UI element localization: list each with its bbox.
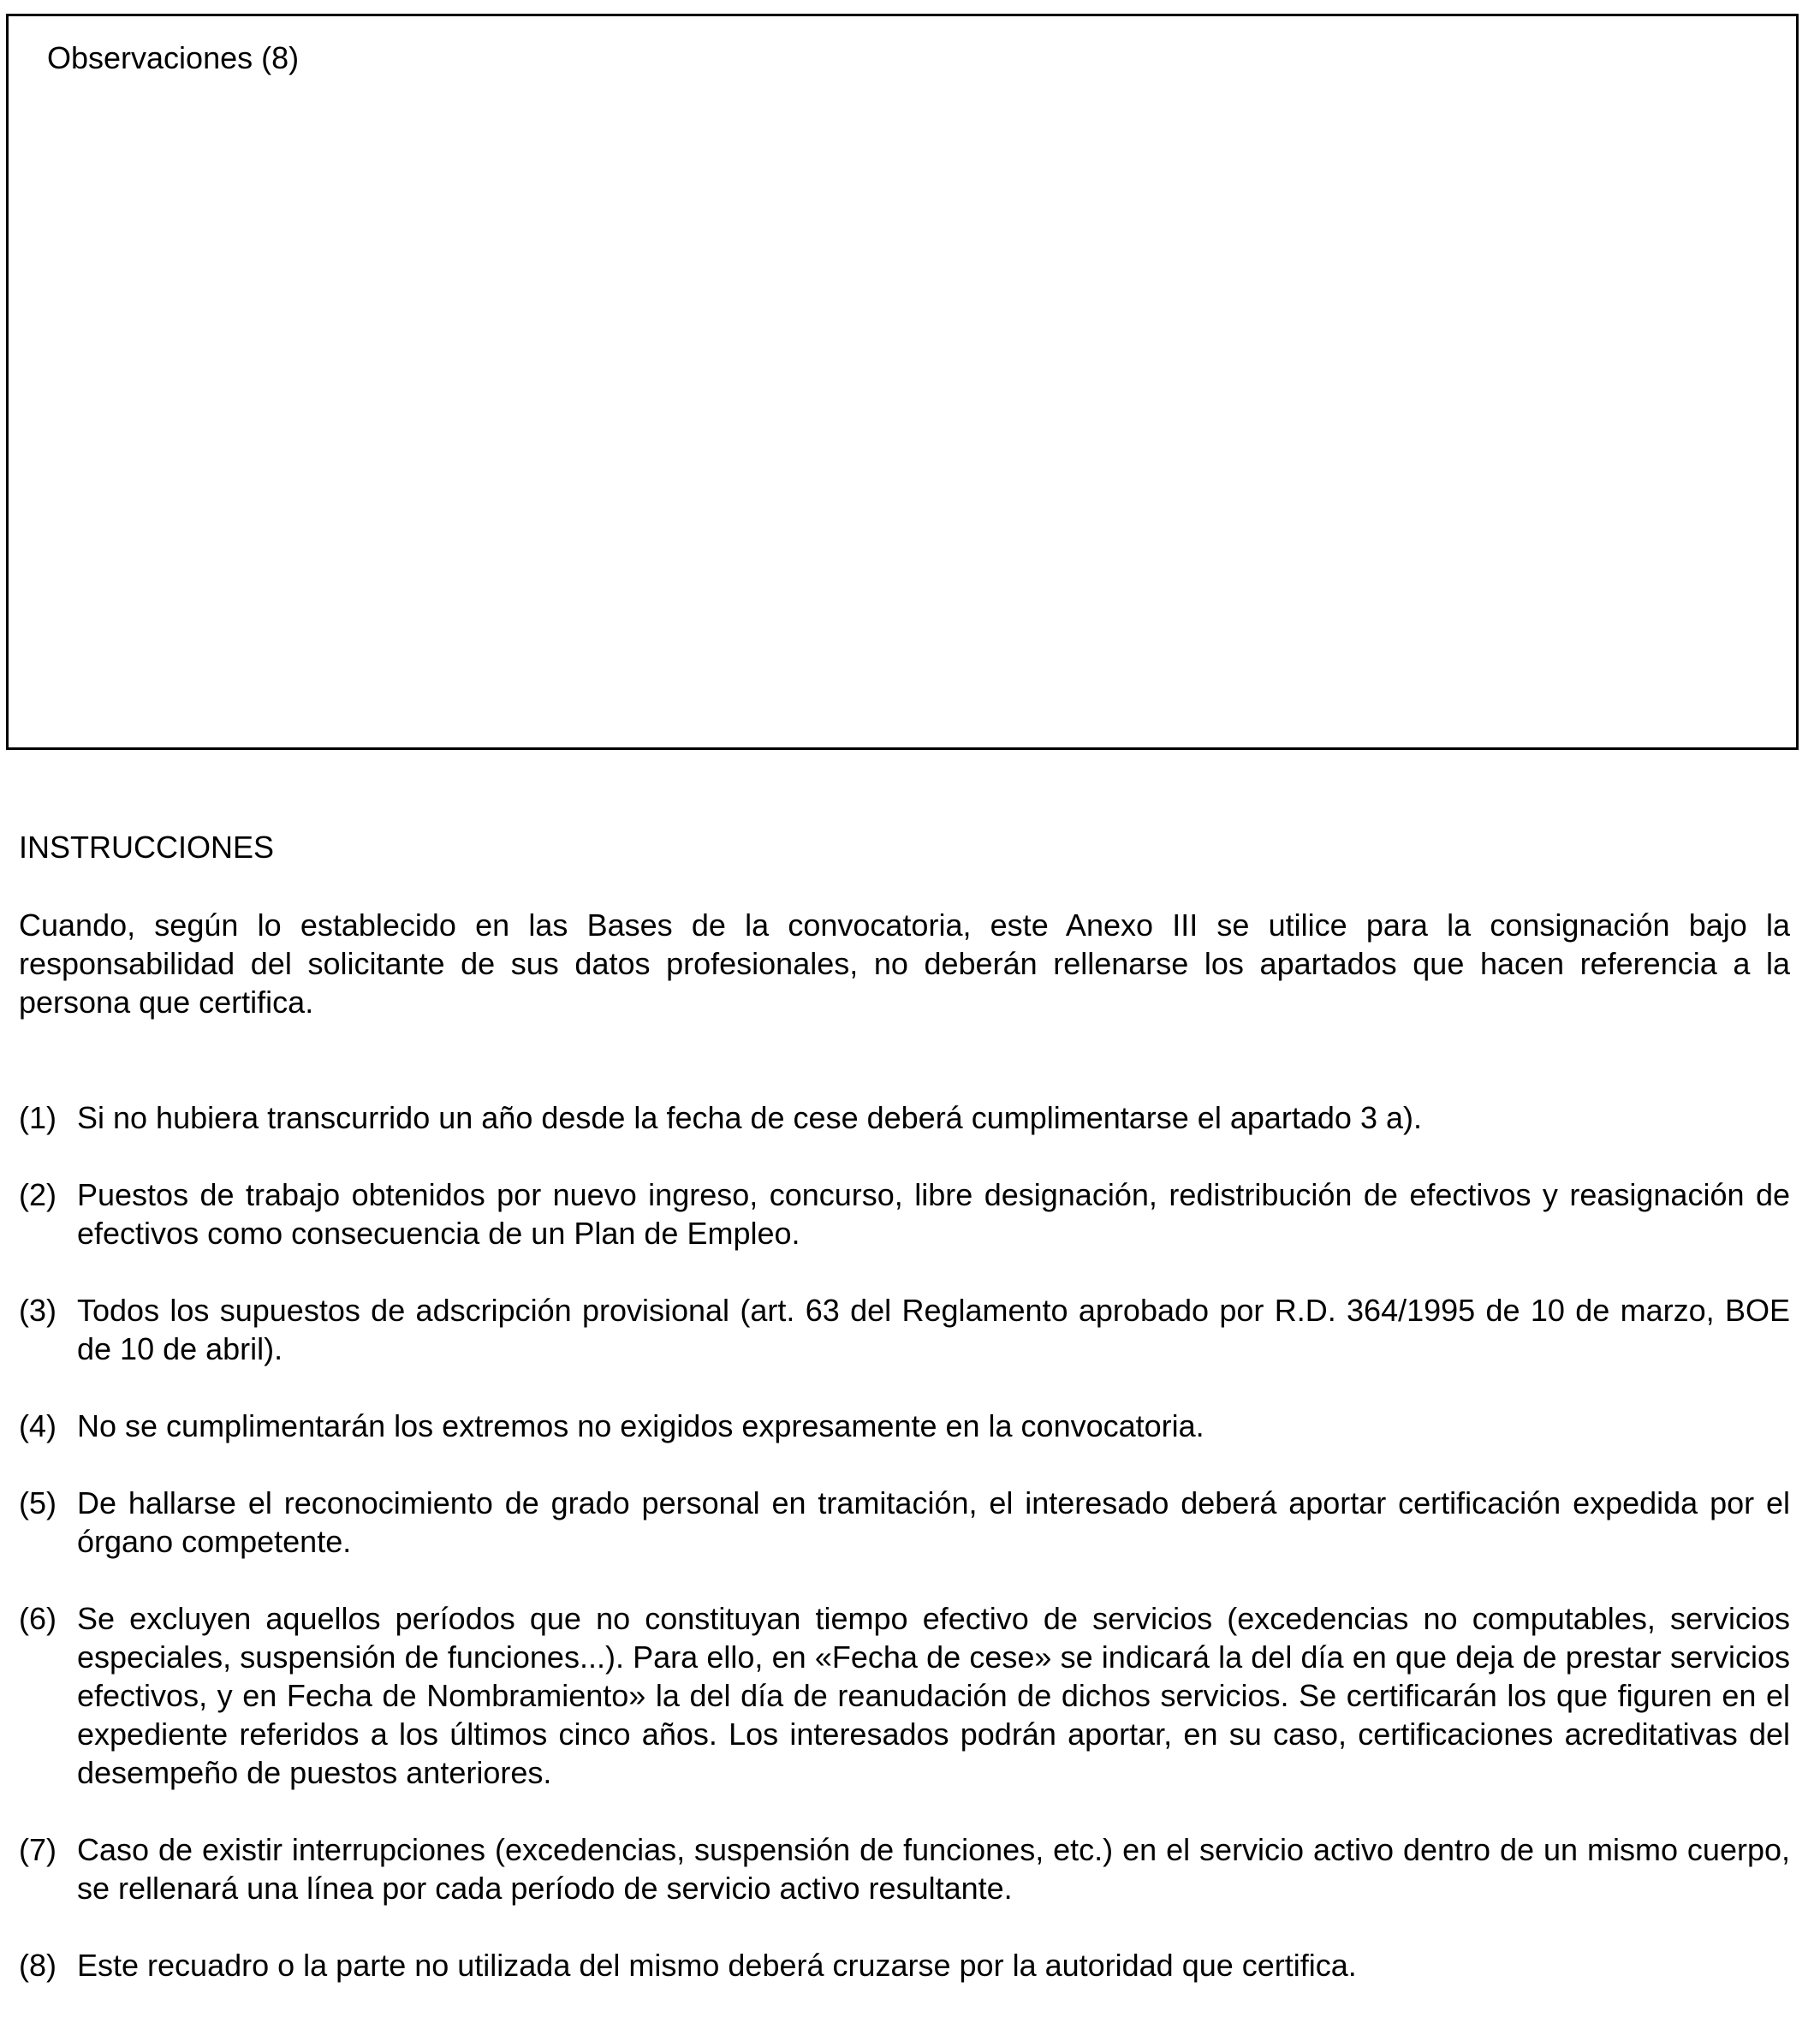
note-item — [19, 1175, 1790, 1252]
instructions-intro: Cuando, según lo establecido en las Bases de la convocatoria, este Anexo III se utilice para la consignación bajo la responsabilidad del solicitante de sus datos profesionales, no deberán rellenarse los apartados que hacen referencia a la persona que certifica. — [19, 907, 1790, 1020]
note-item — [19, 1599, 1790, 1792]
note-item — [19, 1484, 1790, 1561]
note-item — [19, 1098, 1790, 1137]
note-number: (8) — [19, 1948, 57, 1983]
note-item — [19, 1946, 1790, 1984]
instructions-notes-list — [19, 1098, 1790, 2023]
note-text: No se cumplimentarán los extremos no exigidos expresamente en la convocatoria. — [77, 1408, 1204, 1443]
note-number: (6) — [19, 1601, 57, 1636]
note-number: (5) — [19, 1485, 57, 1520]
note-number: (2) — [19, 1177, 57, 1212]
note-item — [19, 1830, 1790, 1907]
note-text: Todos los supuestos de adscripción provisional (art. 63 del Reglamento aprobado por R.D. 364/1995 de 10 de marzo, BOE de 10 de abril). — [77, 1293, 1790, 1366]
note-number: (7) — [19, 1832, 57, 1867]
note-item — [19, 1407, 1790, 1445]
note-text: Caso de existir interrupciones (excedencias, suspensión de funciones, etc.) en el servicio activo dentro de un mismo cuerpo, se rellenará una línea por cada período de servicio activo resultante. — [77, 1832, 1790, 1906]
note-text: Este recuadro o la parte no utilizada del mismo deberá cruzarse por la autoridad que certifica. — [77, 1948, 1357, 1983]
observations-box — [6, 14, 1799, 750]
instructions-heading: INSTRUCCIONES — [19, 830, 275, 865]
note-item — [19, 1291, 1790, 1368]
note-text: Si no hubiera transcurrido un año desde la fecha de cese deberá cumplimentarse el apartado 3 a). — [77, 1100, 1422, 1135]
note-text: Puestos de trabajo obtenidos por nuevo ingreso, concurso, libre designación, redistribución de efectivos y reasignación de efectivos como consecuencia de un Plan de Empleo. — [77, 1177, 1790, 1251]
note-number: (3) — [19, 1293, 57, 1328]
note-text: De hallarse el reconocimiento de grado personal en tramitación, el interesado deberá aportar certificación expedida por el órgano competente. — [77, 1485, 1790, 1559]
observations-label: Observaciones (8) — [47, 40, 300, 75]
note-number: (4) — [19, 1408, 57, 1443]
note-text: Se excluyen aquellos períodos que no constituyan tiempo efectivo de servicios (excedencias no computables, servicios especiales, suspensión de funciones...). Para ello, en «Fecha de cese» se indicará la del día en que deja de prestar servicios efectivos, y en Fecha de Nombramiento» la del día de reanudación de dichos servicios. Se certificarán los que figuren en el expediente referidos a los últimos cinco años. Los interesados podrán aportar, en su caso, certificaciones acreditativas del desempeño de puestos anteriores. — [77, 1601, 1790, 1790]
note-number: (1) — [19, 1100, 57, 1135]
